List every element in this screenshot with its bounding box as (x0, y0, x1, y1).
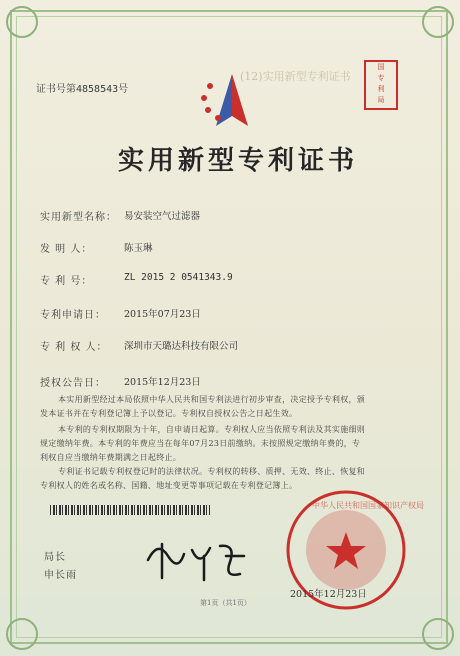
field-label: 授权公告日： (40, 378, 106, 389)
field-label: 专 利 号： (40, 276, 93, 287)
field-value: 2015年07月23日 (124, 309, 201, 320)
field-value: 陈玉琳 (124, 243, 153, 254)
field-label: 专 利 权 人： (40, 342, 108, 353)
handwritten-signature (140, 534, 250, 584)
body-paragraph: 利权自应当缴纳年费期满之日起终止。 (40, 453, 182, 462)
corner-ornament (6, 6, 38, 38)
seal-stamp: 国 专 利 局 (364, 60, 398, 110)
corner-ornament (422, 618, 454, 650)
body-paragraph: 规定缴纳年费。本专利的年费应当在每年07月23日前缴纳。未按照规定缴纳年费的，专 (40, 439, 361, 448)
body-paragraph: 专利证书记载专利权登记时的法律状况。专利权的转移、质押、无效、终止、恢复和 (58, 467, 366, 476)
field-value: ZL 2015 2 0541343.9 (124, 272, 233, 283)
field-value: 深圳市天璐达科技有限公司 (124, 341, 239, 352)
corner-ornament (422, 6, 454, 38)
field-value: 易安装空气过滤器 (124, 211, 201, 222)
body-paragraph: 本实用新型经过本局依照中华人民共和国专利法进行初步审查，决定授予专利权，颁 (58, 395, 366, 404)
issue-date: 2015年12月23日 (290, 589, 367, 600)
body-paragraph: 专利权人的姓名或名称、国籍、地址变更等事项记载在专利登记簿上。 (40, 481, 298, 490)
corner-ornament (6, 618, 38, 650)
body-paragraph: 本专利的专利权期限为十年，自申请日起算。专利权人应当依照专利法及其实施细则 (58, 425, 366, 434)
field-label: 专利申请日： (40, 310, 106, 321)
signatory-name: 申长雨 (44, 570, 77, 581)
certificate-number: 证书号第4858543号 (36, 84, 129, 95)
certificate-title: 实用新型专利证书 (118, 146, 359, 176)
seal-text: 中华人民共和国国家知识产权局 (312, 501, 424, 510)
field-value: 2015年12月23日 (124, 377, 201, 388)
field-label: 发 明 人： (40, 244, 93, 255)
barcode (50, 505, 210, 515)
signatory-title: 局长 (44, 552, 66, 563)
field-label: 实用新型名称： (40, 212, 117, 223)
body-paragraph: 发本证书并在专利登记簿上予以登记。专利权自授权公告之日起生效。 (40, 409, 298, 418)
page-indicator: 第1页（共1页） (200, 599, 251, 607)
watermark-text: (12)实用新型专利证书 (240, 70, 351, 83)
